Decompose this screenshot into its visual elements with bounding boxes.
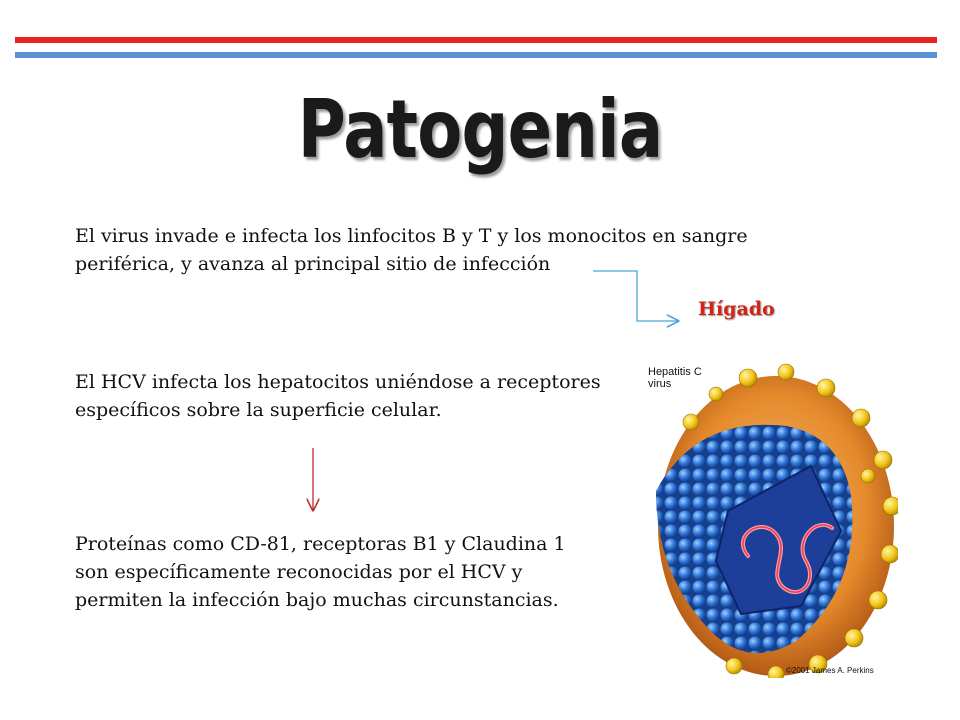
virus-figure-label: Hepatitis C virus bbox=[648, 366, 702, 390]
hcv-virus-figure bbox=[636, 356, 898, 678]
virus-figure-copyright: ©2001 James A. Perkins bbox=[786, 666, 874, 675]
slide-title: Patogenia bbox=[297, 83, 663, 176]
hcv-virus-illustration bbox=[636, 356, 898, 678]
paragraph-invasion: El virus invade e infecta los linfocitos B y T y los monocitos en sangre periférica, y avanza al principal sitio de infección bbox=[75, 225, 748, 275]
liver-label: Hígado bbox=[698, 298, 775, 320]
paragraph-hepatocytes: El HCV infecta los hepatocitos uniéndose a receptores específicos sobre la superficie celular. bbox=[75, 371, 601, 421]
top-red-rule bbox=[15, 37, 937, 43]
elbow-arrow-to-liver bbox=[593, 271, 678, 321]
paragraph-receptors: Proteínas como CD-81, receptoras B1 y Claudina 1 son específicamente reconocidas por el HCV y permiten la infección bajo muchas circunstancias. bbox=[75, 533, 566, 611]
top-blue-rule bbox=[15, 52, 937, 58]
